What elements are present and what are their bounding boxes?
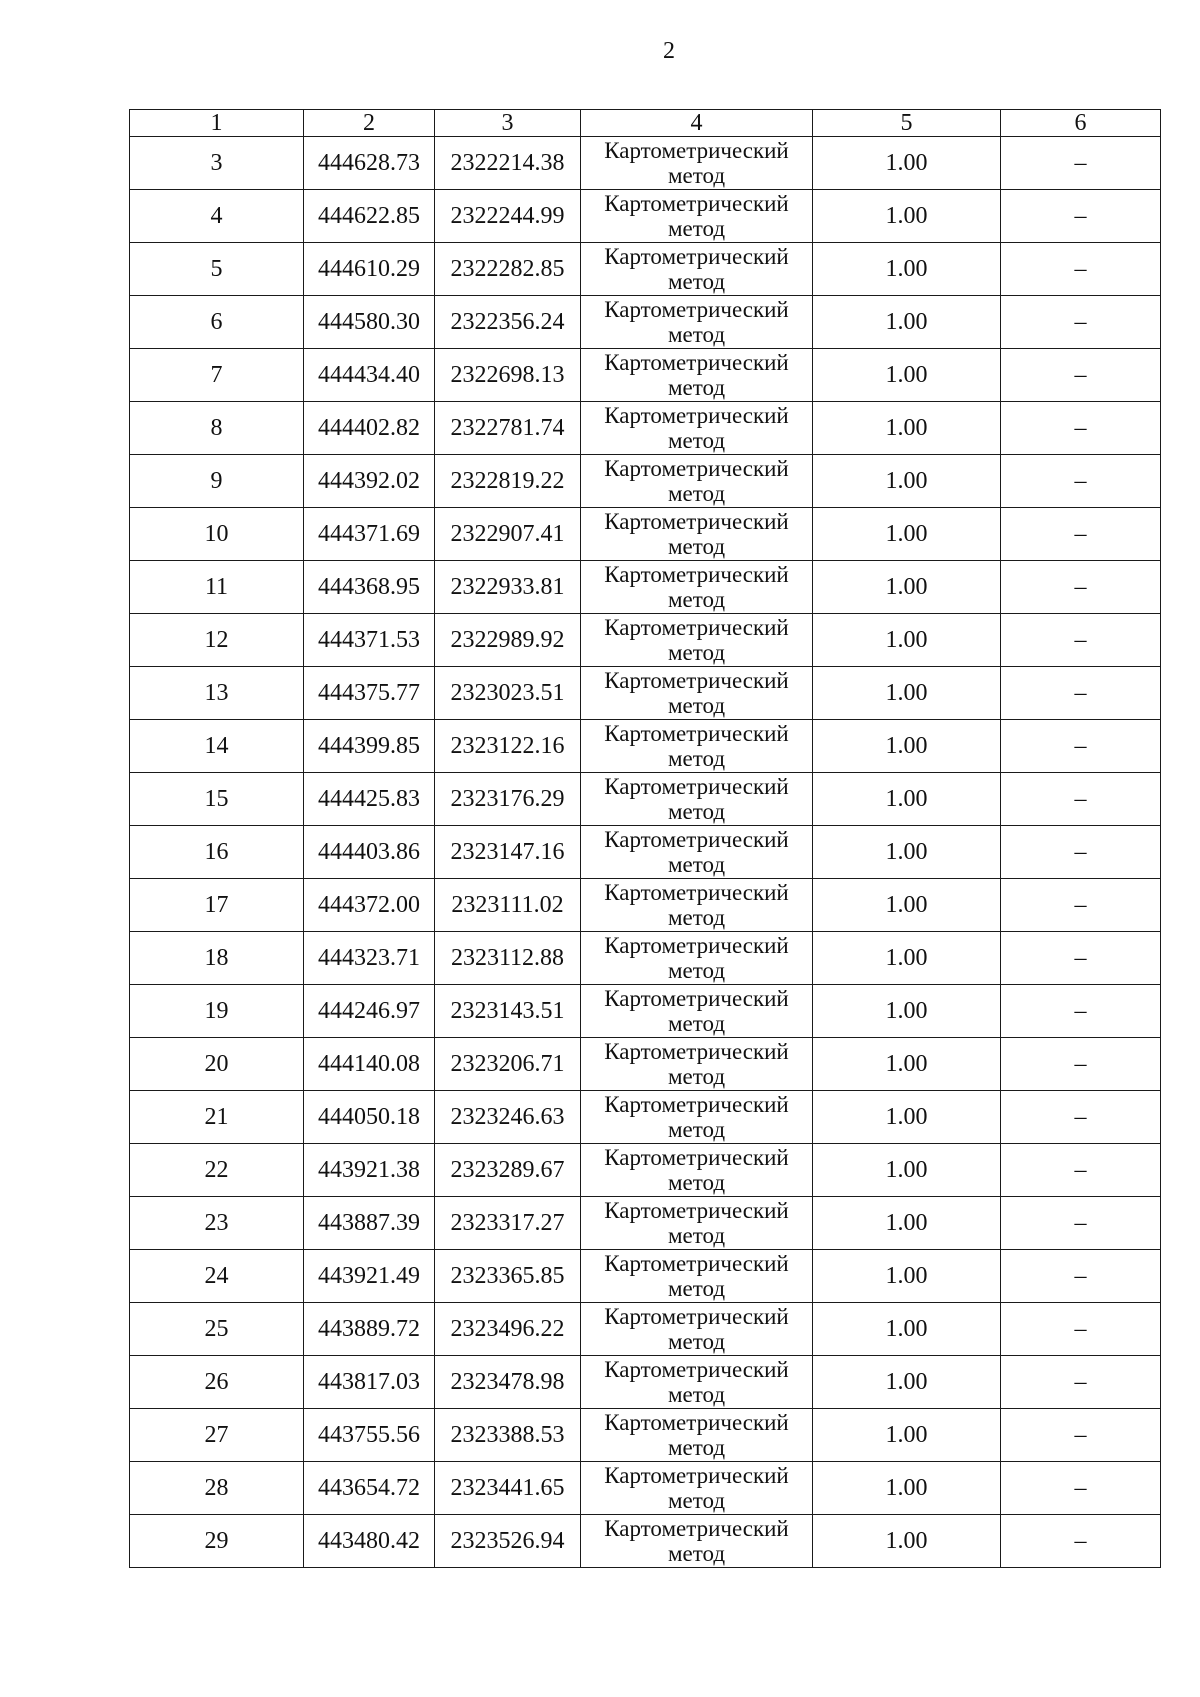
table-row [130, 243, 1161, 296]
y-coordinate-cell: 2323122.16 [435, 720, 581, 773]
table-row [130, 1409, 1161, 1462]
y-coordinate-cell: 2323441.65 [435, 1462, 581, 1515]
note-cell: – [1001, 1515, 1161, 1568]
header-col-3: 3 [435, 110, 581, 137]
method-cell [581, 614, 813, 667]
y-coordinate-cell: 2322282.85 [435, 243, 581, 296]
point-number-cell: 6 [130, 296, 304, 349]
note-cell: – [1001, 720, 1161, 773]
accuracy-cell: 1.00 [813, 561, 1001, 614]
table-row [130, 190, 1161, 243]
y-coordinate-cell: 2323143.51 [435, 985, 581, 1038]
header-col-6: 6 [1001, 110, 1161, 137]
table-row [130, 932, 1161, 985]
note-cell: – [1001, 1091, 1161, 1144]
point-number-cell: 25 [130, 1303, 304, 1356]
method-cell [581, 296, 813, 349]
page-number: 2 [663, 38, 675, 64]
table-row [130, 826, 1161, 879]
method-text-line-1: Картометрический [604, 933, 789, 958]
x-coordinate-cell: 444402.82 [304, 402, 435, 455]
note-cell: – [1001, 1356, 1161, 1409]
method-text-line-1: Картометрический [604, 1092, 789, 1117]
point-number-cell: 7 [130, 349, 304, 402]
table-row [130, 667, 1161, 720]
note-cell: – [1001, 402, 1161, 455]
method-text-line-2: метод [667, 1011, 726, 1036]
x-coordinate-cell: 443480.42 [304, 1515, 435, 1568]
note-cell: – [1001, 137, 1161, 190]
header-col-1: 1 [130, 110, 304, 137]
accuracy-cell: 1.00 [813, 296, 1001, 349]
method-text-line-2: метод [667, 322, 726, 347]
table-row [130, 1250, 1161, 1303]
note-cell: – [1001, 1038, 1161, 1091]
y-coordinate-cell: 2322907.41 [435, 508, 581, 561]
table-row [130, 296, 1161, 349]
y-coordinate-cell: 2323023.51 [435, 667, 581, 720]
header-col-4: 4 [581, 110, 813, 137]
method-cell [581, 243, 813, 296]
table-row [130, 1515, 1161, 1568]
note-cell: – [1001, 296, 1161, 349]
x-coordinate-cell: 444399.85 [304, 720, 435, 773]
accuracy-cell: 1.00 [813, 985, 1001, 1038]
method-cell [581, 1515, 813, 1568]
y-coordinate-cell: 2323246.63 [435, 1091, 581, 1144]
accuracy-cell: 1.00 [813, 1303, 1001, 1356]
table-row [130, 561, 1161, 614]
y-coordinate-cell: 2322698.13 [435, 349, 581, 402]
method-text-line-1: Картометрический [604, 1145, 789, 1170]
table-row [130, 1303, 1161, 1356]
note-cell: – [1001, 190, 1161, 243]
x-coordinate-cell: 443921.38 [304, 1144, 435, 1197]
table-row [130, 879, 1161, 932]
table-row [130, 1462, 1161, 1515]
point-number-cell: 3 [130, 137, 304, 190]
x-coordinate-cell: 443887.39 [304, 1197, 435, 1250]
method-text-line-1: Картометрический [604, 1039, 789, 1064]
method-text-line-2: метод [667, 375, 726, 400]
method-text-line-2: метод [667, 852, 726, 877]
x-coordinate-cell: 444580.30 [304, 296, 435, 349]
x-coordinate-cell: 444403.86 [304, 826, 435, 879]
header-row [130, 110, 1161, 137]
note-cell: – [1001, 561, 1161, 614]
accuracy-cell: 1.00 [813, 1197, 1001, 1250]
method-text-line-2: метод [667, 958, 726, 983]
accuracy-cell: 1.00 [813, 720, 1001, 773]
method-cell [581, 561, 813, 614]
accuracy-cell: 1.00 [813, 455, 1001, 508]
y-coordinate-cell: 2323526.94 [435, 1515, 581, 1568]
accuracy-cell: 1.00 [813, 1409, 1001, 1462]
coordinates-table [129, 109, 1161, 1568]
note-cell: – [1001, 243, 1161, 296]
method-text-line-2: метод [667, 1117, 726, 1142]
method-text-line-1: Картометрический [604, 456, 789, 481]
point-number-cell: 4 [130, 190, 304, 243]
y-coordinate-cell: 2322214.38 [435, 137, 581, 190]
method-text-line-2: метод [667, 640, 726, 665]
method-text-line-1: Картометрический [604, 403, 789, 428]
x-coordinate-cell: 444392.02 [304, 455, 435, 508]
y-coordinate-cell: 2323112.88 [435, 932, 581, 985]
x-coordinate-cell: 443817.03 [304, 1356, 435, 1409]
table-row [130, 1356, 1161, 1409]
point-number-cell: 11 [130, 561, 304, 614]
method-cell [581, 508, 813, 561]
x-coordinate-cell: 444368.95 [304, 561, 435, 614]
accuracy-cell: 1.00 [813, 137, 1001, 190]
method-text-line-2: метод [667, 799, 726, 824]
x-coordinate-cell: 443755.56 [304, 1409, 435, 1462]
coordinates-table-wrapper [129, 109, 1160, 1568]
point-number-cell: 27 [130, 1409, 304, 1462]
x-coordinate-cell: 444628.73 [304, 137, 435, 190]
note-cell: – [1001, 932, 1161, 985]
note-cell: – [1001, 614, 1161, 667]
method-cell [581, 349, 813, 402]
point-number-cell: 21 [130, 1091, 304, 1144]
x-coordinate-cell: 444434.40 [304, 349, 435, 402]
note-cell: – [1001, 1462, 1161, 1515]
point-number-cell: 12 [130, 614, 304, 667]
x-coordinate-cell: 444425.83 [304, 773, 435, 826]
method-cell [581, 1303, 813, 1356]
y-coordinate-cell: 2322781.74 [435, 402, 581, 455]
method-text-line-2: метод [667, 1541, 726, 1566]
y-coordinate-cell: 2323206.71 [435, 1038, 581, 1091]
method-cell [581, 1144, 813, 1197]
method-text-line-1: Картометрический [604, 880, 789, 905]
method-text-line-1: Картометрический [604, 1463, 789, 1488]
point-number-cell: 23 [130, 1197, 304, 1250]
method-text-line-2: метод [667, 1276, 726, 1301]
method-text-line-1: Картометрический [604, 668, 789, 693]
method-cell [581, 1356, 813, 1409]
x-coordinate-cell: 444371.53 [304, 614, 435, 667]
method-text-line-2: метод [667, 269, 726, 294]
table-row [130, 349, 1161, 402]
point-number-cell: 22 [130, 1144, 304, 1197]
accuracy-cell: 1.00 [813, 773, 1001, 826]
method-text-line-2: метод [667, 587, 726, 612]
method-text-line-1: Картометрический [604, 1251, 789, 1276]
method-text-line-2: метод [667, 1170, 726, 1195]
accuracy-cell: 1.00 [813, 826, 1001, 879]
x-coordinate-cell: 443921.49 [304, 1250, 435, 1303]
note-cell: – [1001, 349, 1161, 402]
method-text-line-1: Картометрический [604, 1357, 789, 1382]
method-text-line-1: Картометрический [604, 191, 789, 216]
method-cell [581, 879, 813, 932]
table-row [130, 137, 1161, 190]
point-number-cell: 14 [130, 720, 304, 773]
method-text-line-1: Картометрический [604, 1516, 789, 1541]
point-number-cell: 5 [130, 243, 304, 296]
method-cell [581, 773, 813, 826]
method-cell [581, 1197, 813, 1250]
accuracy-cell: 1.00 [813, 508, 1001, 561]
x-coordinate-cell: 444375.77 [304, 667, 435, 720]
x-coordinate-cell: 444622.85 [304, 190, 435, 243]
method-cell [581, 985, 813, 1038]
method-text-line-2: метод [667, 481, 726, 506]
method-text-line-2: метод [667, 1064, 726, 1089]
accuracy-cell: 1.00 [813, 1462, 1001, 1515]
method-text-line-2: метод [667, 693, 726, 718]
y-coordinate-cell: 2323147.16 [435, 826, 581, 879]
method-cell [581, 932, 813, 985]
y-coordinate-cell: 2323176.29 [435, 773, 581, 826]
note-cell: – [1001, 455, 1161, 508]
accuracy-cell: 1.00 [813, 402, 1001, 455]
method-text-line-2: метод [667, 1329, 726, 1354]
table-row [130, 720, 1161, 773]
note-cell: – [1001, 508, 1161, 561]
method-cell [581, 826, 813, 879]
method-cell [581, 190, 813, 243]
point-number-cell: 16 [130, 826, 304, 879]
y-coordinate-cell: 2322819.22 [435, 455, 581, 508]
accuracy-cell: 1.00 [813, 879, 1001, 932]
x-coordinate-cell: 443889.72 [304, 1303, 435, 1356]
x-coordinate-cell: 443654.72 [304, 1462, 435, 1515]
point-number-cell: 29 [130, 1515, 304, 1568]
point-number-cell: 20 [130, 1038, 304, 1091]
accuracy-cell: 1.00 [813, 349, 1001, 402]
method-text-line-2: метод [667, 746, 726, 771]
note-cell: – [1001, 1197, 1161, 1250]
table-row [130, 455, 1161, 508]
accuracy-cell: 1.00 [813, 1091, 1001, 1144]
method-text-line-1: Картометрический [604, 615, 789, 640]
method-text-line-1: Картометрический [604, 986, 789, 1011]
header-col-5: 5 [813, 110, 1001, 137]
table-row [130, 614, 1161, 667]
y-coordinate-cell: 2323496.22 [435, 1303, 581, 1356]
note-cell: – [1001, 985, 1161, 1038]
method-cell [581, 720, 813, 773]
method-text-line-1: Картометрический [604, 774, 789, 799]
method-text-line-1: Картометрический [604, 138, 789, 163]
y-coordinate-cell: 2323478.98 [435, 1356, 581, 1409]
x-coordinate-cell: 444371.69 [304, 508, 435, 561]
method-cell [581, 1250, 813, 1303]
method-text-line-2: метод [667, 1382, 726, 1407]
table-row [130, 985, 1161, 1038]
table-row [130, 1197, 1161, 1250]
method-text-line-1: Картометрический [604, 1304, 789, 1329]
y-coordinate-cell: 2323365.85 [435, 1250, 581, 1303]
table-row [130, 402, 1161, 455]
method-text-line-2: метод [667, 163, 726, 188]
point-number-cell: 18 [130, 932, 304, 985]
note-cell: – [1001, 1250, 1161, 1303]
table-row [130, 1144, 1161, 1197]
method-cell [581, 455, 813, 508]
y-coordinate-cell: 2322989.92 [435, 614, 581, 667]
note-cell: – [1001, 773, 1161, 826]
point-number-cell: 9 [130, 455, 304, 508]
accuracy-cell: 1.00 [813, 1356, 1001, 1409]
note-cell: – [1001, 1144, 1161, 1197]
y-coordinate-cell: 2323111.02 [435, 879, 581, 932]
method-cell [581, 137, 813, 190]
y-coordinate-cell: 2323289.67 [435, 1144, 581, 1197]
point-number-cell: 24 [130, 1250, 304, 1303]
y-coordinate-cell: 2322933.81 [435, 561, 581, 614]
method-text-line-2: метод [667, 428, 726, 453]
point-number-cell: 8 [130, 402, 304, 455]
header-col-2: 2 [304, 110, 435, 137]
method-text-line-2: метод [667, 216, 726, 241]
accuracy-cell: 1.00 [813, 243, 1001, 296]
table-body [130, 137, 1161, 1568]
accuracy-cell: 1.00 [813, 190, 1001, 243]
table-row [130, 773, 1161, 826]
method-cell [581, 667, 813, 720]
method-text-line-1: Картометрический [604, 297, 789, 322]
method-text-line-1: Картометрический [604, 1198, 789, 1223]
method-text-line-1: Картометрический [604, 827, 789, 852]
point-number-cell: 17 [130, 879, 304, 932]
accuracy-cell: 1.00 [813, 614, 1001, 667]
x-coordinate-cell: 444610.29 [304, 243, 435, 296]
accuracy-cell: 1.00 [813, 667, 1001, 720]
y-coordinate-cell: 2323388.53 [435, 1409, 581, 1462]
method-text-line-1: Картометрический [604, 350, 789, 375]
x-coordinate-cell: 444323.71 [304, 932, 435, 985]
method-text-line-1: Картометрический [604, 509, 789, 534]
y-coordinate-cell: 2322244.99 [435, 190, 581, 243]
x-coordinate-cell: 444246.97 [304, 985, 435, 1038]
method-text-line-2: метод [667, 1435, 726, 1460]
point-number-cell: 13 [130, 667, 304, 720]
point-number-cell: 10 [130, 508, 304, 561]
method-cell [581, 1091, 813, 1144]
x-coordinate-cell: 444050.18 [304, 1091, 435, 1144]
method-text-line-1: Картометрический [604, 562, 789, 587]
accuracy-cell: 1.00 [813, 932, 1001, 985]
point-number-cell: 26 [130, 1356, 304, 1409]
point-number-cell: 19 [130, 985, 304, 1038]
note-cell: – [1001, 667, 1161, 720]
accuracy-cell: 1.00 [813, 1038, 1001, 1091]
accuracy-cell: 1.00 [813, 1250, 1001, 1303]
table-row [130, 1038, 1161, 1091]
note-cell: – [1001, 879, 1161, 932]
point-number-cell: 28 [130, 1462, 304, 1515]
accuracy-cell: 1.00 [813, 1515, 1001, 1568]
method-cell [581, 1462, 813, 1515]
table-header [130, 110, 1161, 137]
note-cell: – [1001, 1409, 1161, 1462]
table-row [130, 508, 1161, 561]
method-text-line-2: метод [667, 905, 726, 930]
method-text-line-2: метод [667, 1223, 726, 1248]
table-row [130, 1091, 1161, 1144]
note-cell: – [1001, 826, 1161, 879]
x-coordinate-cell: 444140.08 [304, 1038, 435, 1091]
point-number-cell: 15 [130, 773, 304, 826]
y-coordinate-cell: 2323317.27 [435, 1197, 581, 1250]
method-text-line-2: метод [667, 534, 726, 559]
method-text-line-1: Картометрический [604, 1410, 789, 1435]
method-cell [581, 1038, 813, 1091]
y-coordinate-cell: 2322356.24 [435, 296, 581, 349]
method-text-line-1: Картометрический [604, 244, 789, 269]
note-cell: – [1001, 1303, 1161, 1356]
accuracy-cell: 1.00 [813, 1144, 1001, 1197]
method-cell [581, 1409, 813, 1462]
x-coordinate-cell: 444372.00 [304, 879, 435, 932]
method-cell [581, 402, 813, 455]
method-text-line-1: Картометрический [604, 721, 789, 746]
method-text-line-2: метод [667, 1488, 726, 1513]
